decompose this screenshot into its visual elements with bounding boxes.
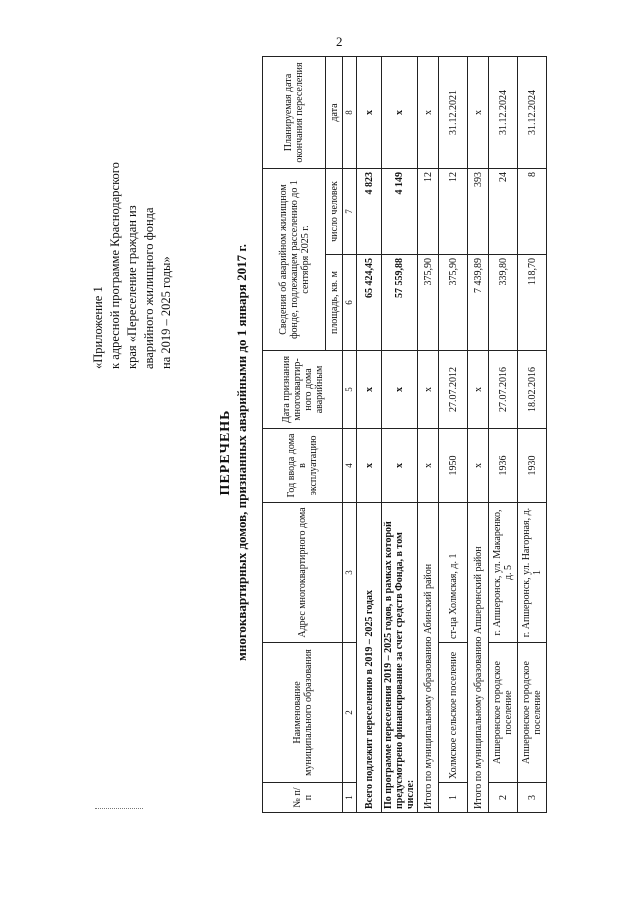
appendix-block bbox=[90, 69, 175, 369]
appendix-line: «Приложение 1 bbox=[91, 286, 105, 369]
row-people: 12 bbox=[439, 169, 468, 255]
row-municipality: Апшеронское городское поселение bbox=[518, 643, 547, 783]
header-address: Адрес многоквартирного дома bbox=[263, 503, 343, 643]
section-label: Итого по муниципальному образованию Апшеронский район bbox=[468, 503, 489, 813]
row-plan: 31.12.2024 bbox=[518, 57, 547, 169]
section-people: 12 bbox=[418, 169, 439, 255]
document-title: ПЕРЕЧЕНЬ bbox=[218, 409, 233, 496]
header-area: площадь, кв. м bbox=[326, 255, 343, 351]
row-area: 339,80 bbox=[489, 255, 518, 351]
program-area: 57 559,88 bbox=[382, 255, 418, 351]
row-plan: 31.12.2021 bbox=[439, 57, 468, 169]
total-date: х bbox=[357, 351, 382, 429]
column-number: 1 bbox=[343, 783, 357, 813]
row-year: 1936 bbox=[489, 429, 518, 503]
program-year: х bbox=[382, 429, 418, 503]
column-number: 3 bbox=[343, 503, 357, 643]
row-date: 27.07.2016 bbox=[489, 351, 518, 429]
row-date: 27.07.2012 bbox=[439, 351, 468, 429]
header-plan-date: дата bbox=[326, 57, 343, 169]
section-area: 375,90 bbox=[418, 255, 439, 351]
page-number: 2 bbox=[336, 34, 343, 49]
row-year: 1930 bbox=[518, 429, 547, 503]
total-label: Всего подлежит переселению в 2019 – 2025 годах bbox=[357, 503, 382, 813]
appendix-line: края «Переселение граждан из bbox=[125, 205, 139, 369]
section-date: х bbox=[468, 351, 489, 429]
total-people: 4 823 bbox=[357, 169, 382, 255]
program-label: По программе переселения 2019 – 2025 годов, в рамках которой предусмотрено финансирование за счет средств Фонда, в том числе: bbox=[382, 503, 418, 813]
section-plan: х bbox=[468, 57, 489, 169]
total-area: 65 424,45 bbox=[357, 255, 382, 351]
section-date: х bbox=[418, 351, 439, 429]
section-total-row bbox=[468, 57, 489, 813]
column-number: 8 bbox=[343, 57, 357, 169]
section-plan: х bbox=[418, 57, 439, 169]
column-number: 5 bbox=[343, 351, 357, 429]
section-area: 7 439,89 bbox=[468, 255, 489, 351]
header-plan: Планируемая дата окончания переселения bbox=[263, 57, 326, 169]
row-year: 1950 bbox=[439, 429, 468, 503]
houses-table bbox=[262, 56, 547, 813]
row-municipality: Апшеронское городское поселение bbox=[489, 643, 518, 783]
row-municipality: Холмское сельское поселение bbox=[439, 643, 468, 783]
document-subtitle: многоквартирных домов, признанных аварийными до 1 января 2017 г. bbox=[234, 243, 249, 662]
table-row bbox=[518, 57, 547, 813]
table-row bbox=[439, 57, 468, 813]
row-address: ст-ца Холмская, д. 1 bbox=[439, 503, 468, 643]
header-num: № п/п bbox=[263, 783, 343, 813]
header-people: число человек bbox=[326, 169, 343, 255]
header-municipality: Наименование муниципального образования bbox=[263, 643, 343, 783]
appendix-line: аварийного жилищного фонда bbox=[142, 207, 156, 369]
row-area: 118,70 bbox=[518, 255, 547, 351]
row-date: 18.02.2016 bbox=[518, 351, 547, 429]
total-plan: х bbox=[357, 57, 382, 169]
program-plan: х bbox=[382, 57, 418, 169]
header-year: Год ввода дома в эксплуатацию bbox=[263, 429, 343, 503]
row-number: 3 bbox=[518, 783, 547, 813]
row-number: 2 bbox=[489, 783, 518, 813]
column-number: 7 bbox=[343, 169, 357, 255]
program-people: 4 149 bbox=[382, 169, 418, 255]
total-year: х bbox=[357, 429, 382, 503]
header-info: Сведения об аварийном жилищном фонде, подлежащем расселению до 1 сентября 2025 г. bbox=[263, 169, 326, 351]
row-area: 375,90 bbox=[439, 255, 468, 351]
section-year: х bbox=[418, 429, 439, 503]
column-number: 2 bbox=[343, 643, 357, 783]
row-address: г. Апшеронск, ул. Нагорная, д. 1 bbox=[518, 503, 547, 643]
row-address: г. Апшеронск, ул. Макаренко, д. 5 bbox=[489, 503, 518, 643]
appendix-line: на 2019 – 2025 годы» bbox=[159, 256, 173, 369]
section-year: х bbox=[468, 429, 489, 503]
header-date: Дата признания многоквартир-ного дома аварийным bbox=[263, 351, 343, 429]
row-people: 24 bbox=[489, 169, 518, 255]
section-people: 393 bbox=[468, 169, 489, 255]
table-row bbox=[489, 57, 518, 813]
program-date: х bbox=[382, 351, 418, 429]
column-number: 4 bbox=[343, 429, 357, 503]
total-row bbox=[357, 57, 382, 813]
row-people: 8 bbox=[518, 169, 547, 255]
program-row bbox=[382, 57, 418, 813]
row-number: 1 bbox=[439, 783, 468, 813]
row-plan: 31.12.2024 bbox=[489, 57, 518, 169]
appendix-line: к адресной программе Краснодарского bbox=[108, 162, 122, 369]
column-number: 6 bbox=[343, 255, 357, 351]
section-total-row bbox=[418, 57, 439, 813]
section-label: Итого по муниципальному образованию Абинский район bbox=[418, 503, 439, 813]
